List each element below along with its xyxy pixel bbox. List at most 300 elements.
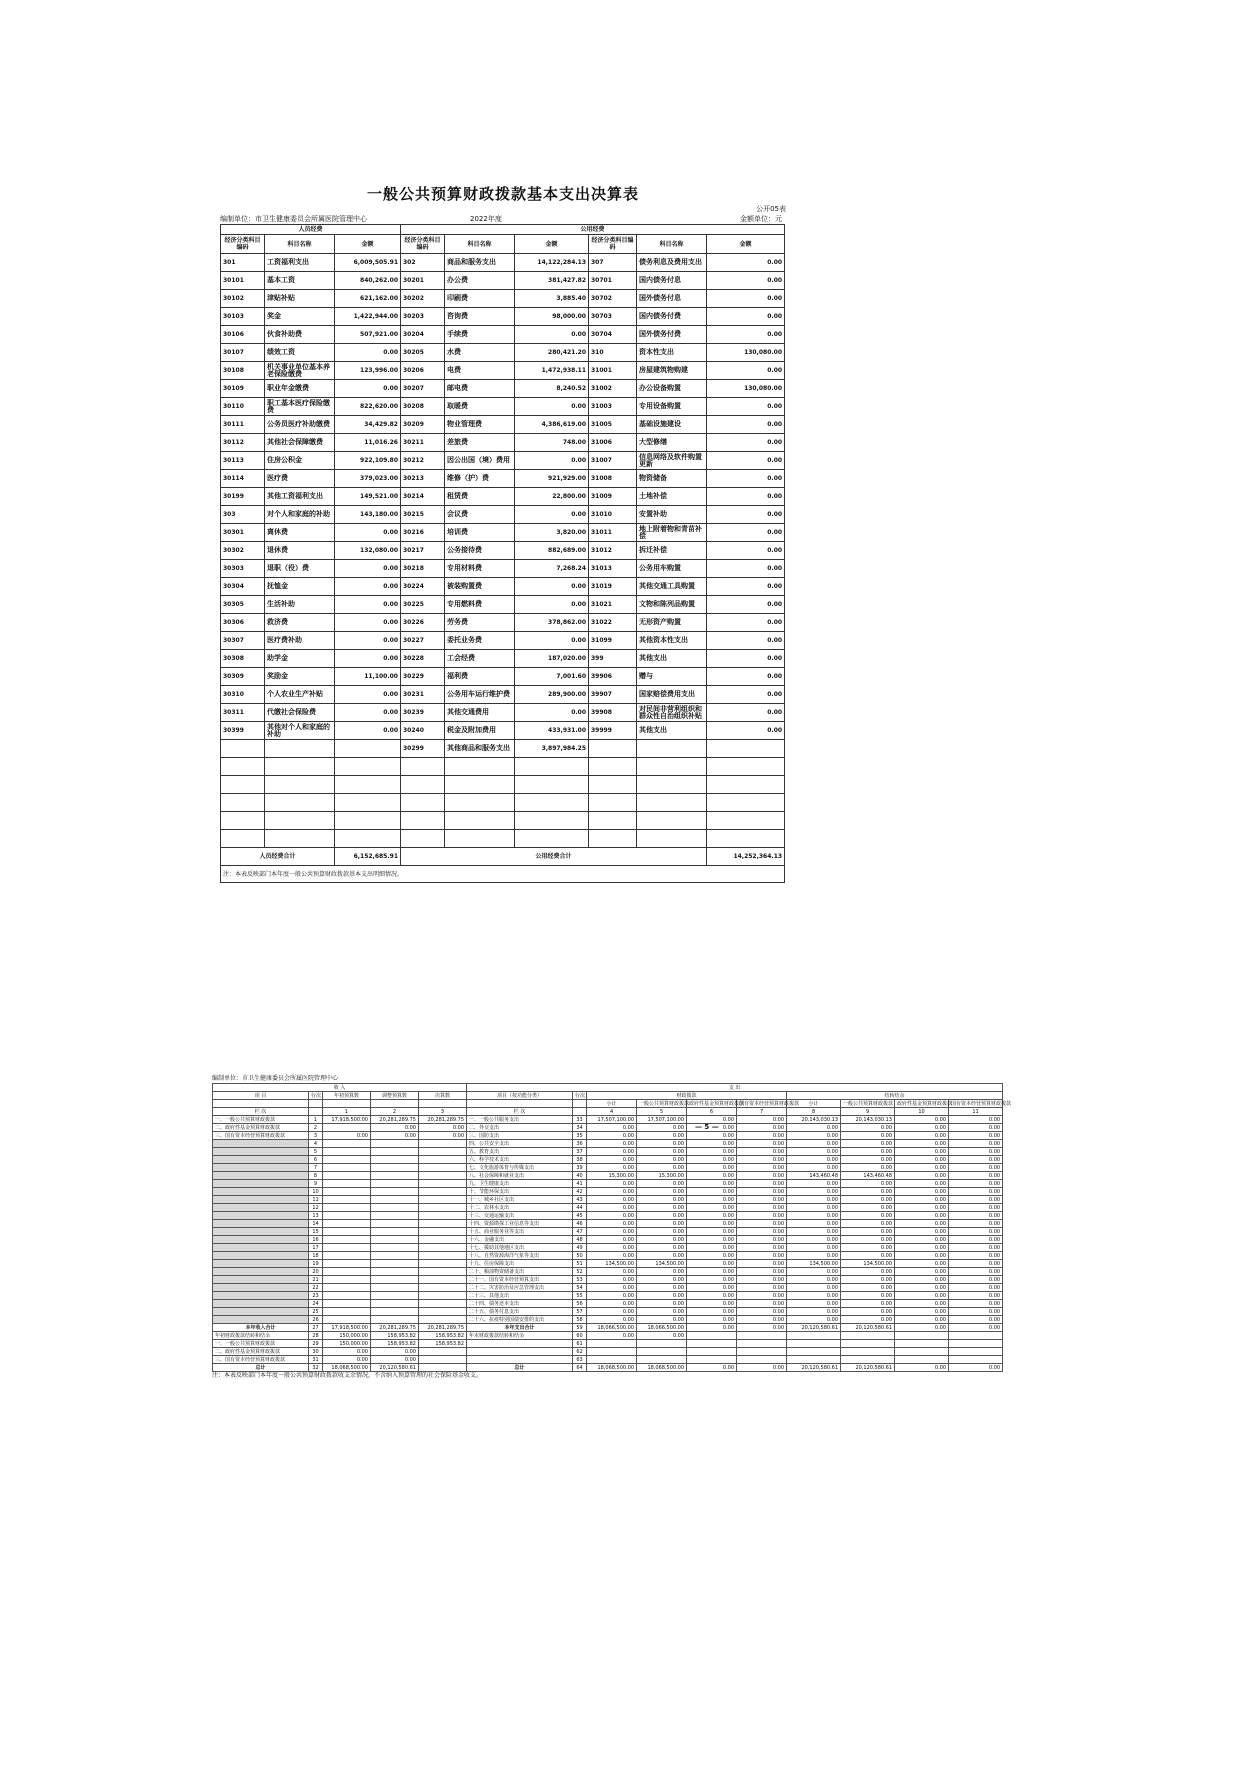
amount-cell [371, 1148, 419, 1156]
amount-cell: 0.00 [687, 1284, 737, 1292]
code-cell: 30214 [401, 488, 445, 506]
line-number-cell: 43 [573, 1196, 587, 1204]
amount-cell: 20,120,580.61 [841, 1324, 895, 1332]
amount-cell: 0.00 [737, 1132, 787, 1140]
column-header: 金额 [515, 235, 589, 254]
table-row [221, 560, 785, 578]
table-row [221, 362, 785, 380]
name-cell: 土地补偿 [637, 488, 707, 506]
item-cell [213, 1204, 309, 1212]
name-cell [445, 812, 515, 830]
column-header: 金额 [707, 235, 785, 254]
amount-cell: 0.00 [637, 1228, 687, 1236]
amount-cell [949, 1340, 1003, 1348]
amount-cell: 0.00 [949, 1172, 1003, 1180]
name-cell [445, 758, 515, 776]
item-cell [213, 1244, 309, 1252]
code-cell: 30305 [221, 596, 265, 614]
code-cell: 30309 [221, 668, 265, 686]
amount-cell: 840,262.00 [335, 272, 401, 290]
unit-label-2: 编制单位：市卫生健康委员会所属医院管理中心 [212, 1075, 339, 1082]
amount-cell [737, 1332, 787, 1340]
table-row [213, 1228, 1003, 1236]
amount-cell [335, 740, 401, 758]
column-header: 金额 [335, 235, 401, 254]
table-row [213, 1348, 1003, 1356]
name-cell: 退职（役）费 [265, 560, 335, 578]
total-row [221, 848, 785, 866]
amount-cell: 0.00 [707, 254, 785, 272]
amount-cell [895, 1356, 949, 1364]
table-row [221, 524, 785, 542]
amount-cell: 0.00 [637, 1212, 687, 1220]
amount-cell: 132,080.00 [335, 542, 401, 560]
amount-cell [419, 1292, 467, 1300]
code-cell: 30203 [401, 308, 445, 326]
column-header: 小计 [587, 1100, 637, 1108]
amount-cell: 0.00 [637, 1148, 687, 1156]
code-cell: 30227 [401, 632, 445, 650]
amount-cell: 0.00 [637, 1276, 687, 1284]
amount-cell [737, 1348, 787, 1356]
amount-cell: 0.00 [687, 1268, 737, 1276]
item-cell [213, 1316, 309, 1324]
amount-cell: 0.00 [707, 434, 785, 452]
code-cell: 39907 [589, 686, 637, 704]
column-index: 3 [419, 1108, 467, 1116]
amount-cell [323, 1236, 371, 1244]
amount-cell: 289,900.00 [515, 686, 589, 704]
amount-cell [323, 1156, 371, 1164]
amount-cell: 11,016.26 [335, 434, 401, 452]
line-number-cell: 22 [309, 1284, 323, 1292]
table-row [213, 1212, 1003, 1220]
code-cell: 30212 [401, 452, 445, 470]
amount-cell [419, 1148, 467, 1156]
name-cell: 大型修缮 [637, 434, 707, 452]
code-cell: 30199 [221, 488, 265, 506]
code-cell [401, 830, 445, 848]
amount-cell: 0.00 [637, 1188, 687, 1196]
table-row [221, 506, 785, 524]
amount-cell: 0.00 [707, 560, 785, 578]
code-cell: 30107 [221, 344, 265, 362]
name-cell: 地上附着物和青苗补偿 [637, 524, 707, 542]
name-cell: 委托业务费 [445, 632, 515, 650]
amount-cell: 0.00 [587, 1148, 637, 1156]
column-header: 行次 [573, 1092, 587, 1100]
column-header [323, 1100, 371, 1108]
name-cell: 其他商品和服务支出 [445, 740, 515, 758]
amount-cell: 0.00 [637, 1252, 687, 1260]
amount-cell: 187,020.00 [515, 650, 589, 668]
amount-cell: 381,427.82 [515, 272, 589, 290]
amount-cell: 0.00 [687, 1364, 737, 1372]
table-row [221, 614, 785, 632]
amount-cell: 0.00 [687, 1188, 737, 1196]
name-cell: 水费 [445, 344, 515, 362]
table-row [213, 1268, 1003, 1276]
amount-cell [841, 1340, 895, 1348]
amount-cell: 0.00 [323, 1132, 371, 1140]
line-number-cell: 53 [573, 1276, 587, 1284]
code-cell: 30206 [401, 362, 445, 380]
table-row [221, 794, 785, 812]
amount-cell [335, 812, 401, 830]
item-cell: 二、外交支出 [467, 1124, 573, 1132]
amount-cell: 20,281,289.75 [419, 1116, 467, 1124]
column-index: 11 [949, 1108, 1003, 1116]
code-cell: 31012 [589, 542, 637, 560]
amount-cell: 0.00 [949, 1260, 1003, 1268]
header-expense: 支 出 [467, 1084, 1003, 1092]
line-number-cell: 37 [573, 1148, 587, 1156]
amount-cell: 0.00 [687, 1148, 737, 1156]
line-number-cell: 34 [573, 1124, 587, 1132]
amount-cell: 0.00 [841, 1252, 895, 1260]
name-cell: 税金及附加费用 [445, 722, 515, 740]
amount-cell: 0.00 [895, 1148, 949, 1156]
amount-cell: 0.00 [687, 1300, 737, 1308]
column-index: 8 [787, 1108, 841, 1116]
line-number-cell: 61 [573, 1340, 587, 1348]
amount-cell: 0.00 [737, 1308, 787, 1316]
amount-cell: 18,068,500.00 [323, 1364, 371, 1372]
code-cell: 31001 [589, 362, 637, 380]
amount-cell: 0.00 [587, 1284, 637, 1292]
amount-cell: 0.00 [949, 1276, 1003, 1284]
amount-cell: 158,953.82 [419, 1332, 467, 1340]
amount-cell: 0.00 [707, 650, 785, 668]
amount-cell: 0.00 [949, 1204, 1003, 1212]
item-cell [213, 1188, 309, 1196]
item-cell: 二十五、债务付息支出 [467, 1308, 573, 1316]
item-cell [213, 1220, 309, 1228]
column-header [371, 1100, 419, 1108]
amount-cell: 0.00 [737, 1276, 787, 1284]
item-cell: 十六、金融支出 [467, 1236, 573, 1244]
line-number-cell: 54 [573, 1284, 587, 1292]
table-row [213, 1164, 1003, 1172]
amount-cell [841, 1356, 895, 1364]
amount-cell: 0.00 [949, 1124, 1003, 1132]
name-cell: 公务接待费 [445, 542, 515, 560]
amount-cell [515, 776, 589, 794]
name-cell: 拆迁补偿 [637, 542, 707, 560]
item-cell [213, 1172, 309, 1180]
code-cell: 30110 [221, 398, 265, 416]
amount-cell [371, 1268, 419, 1276]
amount-cell [419, 1356, 467, 1364]
amount-cell: 0.00 [841, 1244, 895, 1252]
amount-cell: 0.00 [707, 488, 785, 506]
line-number-cell: 64 [573, 1364, 587, 1372]
amount-cell: 4,386,619.00 [515, 416, 589, 434]
amount-cell: 0.00 [637, 1308, 687, 1316]
expenditure-table [220, 224, 785, 883]
column-header [573, 1100, 587, 1108]
column-header [419, 1100, 467, 1108]
name-cell: 其他工资福利支出 [265, 488, 335, 506]
code-cell: 30106 [221, 326, 265, 344]
sub-header-carryover: 结转结余 [787, 1092, 1003, 1100]
amount-cell: 0.00 [371, 1132, 419, 1140]
column-index: 9 [841, 1108, 895, 1116]
table-row [213, 1140, 1003, 1148]
name-cell: 其他支出 [637, 722, 707, 740]
code-cell: 302 [401, 254, 445, 272]
name-cell: 生活补助 [265, 596, 335, 614]
item-cell: 一、一般公共服务支出 [467, 1116, 573, 1124]
name-cell [445, 794, 515, 812]
name-cell: 差旅费 [445, 434, 515, 452]
amount-cell [707, 740, 785, 758]
line-number-cell: 9 [309, 1180, 323, 1188]
name-cell: 其他对个人和家庭的补助 [265, 722, 335, 740]
amount-cell: 0.00 [737, 1324, 787, 1332]
amount-cell [371, 1236, 419, 1244]
amount-cell: 0.00 [841, 1148, 895, 1156]
amount-cell: 0.00 [737, 1220, 787, 1228]
item-cell [213, 1308, 309, 1316]
table-row [213, 1196, 1003, 1204]
name-cell [637, 740, 707, 758]
amount-cell [371, 1140, 419, 1148]
name-cell: 商品和服务支出 [445, 254, 515, 272]
amount-cell: 0.00 [841, 1132, 895, 1140]
name-cell: 物资储备 [637, 470, 707, 488]
line-number-cell: 8 [309, 1172, 323, 1180]
amount-cell: 0.00 [687, 1260, 737, 1268]
table-row [213, 1156, 1003, 1164]
line-number-cell: 42 [573, 1188, 587, 1196]
line-number-cell: 32 [309, 1364, 323, 1372]
amount-cell: 0.00 [637, 1236, 687, 1244]
name-cell: 个人农业生产补贴 [265, 686, 335, 704]
code-cell: 30303 [221, 560, 265, 578]
amount-cell: 0.00 [787, 1148, 841, 1156]
amount-cell [587, 1348, 637, 1356]
column-index: 1 [323, 1108, 371, 1116]
line-number-cell: 33 [573, 1116, 587, 1124]
name-cell: 工会经费 [445, 650, 515, 668]
amount-cell: 0.00 [737, 1172, 787, 1180]
amount-cell: 0.00 [707, 272, 785, 290]
code-cell: 310 [589, 344, 637, 362]
amount-cell: 0.00 [895, 1220, 949, 1228]
amount-cell: 0.00 [787, 1188, 841, 1196]
amount-cell: 0.00 [371, 1348, 419, 1356]
code-cell [589, 830, 637, 848]
amount-cell: 0.00 [335, 344, 401, 362]
code-cell: 30218 [401, 560, 445, 578]
amount-cell: 0.00 [587, 1220, 637, 1228]
amount-cell: 0.00 [335, 704, 401, 722]
amount-cell: 0.00 [949, 1300, 1003, 1308]
amount-cell: 507,921.00 [335, 326, 401, 344]
name-cell: 福利费 [445, 668, 515, 686]
code-cell [221, 740, 265, 758]
item-cell: 四、公共安全支出 [467, 1140, 573, 1148]
name-cell: 国内债务付费 [637, 308, 707, 326]
item-cell [213, 1212, 309, 1220]
amount-cell: 0.00 [687, 1180, 737, 1188]
item-cell [213, 1164, 309, 1172]
amount-cell: 18,066,500.00 [637, 1324, 687, 1332]
name-cell [265, 740, 335, 758]
amount-cell: 0.00 [737, 1364, 787, 1372]
amount-cell: 20,281,289.75 [419, 1324, 467, 1332]
amount-cell [419, 1220, 467, 1228]
amount-cell [371, 1284, 419, 1292]
amount-cell [323, 1252, 371, 1260]
amount-cell: 0.00 [587, 1204, 637, 1212]
code-cell: 31013 [589, 560, 637, 578]
amount-cell: 0.00 [637, 1292, 687, 1300]
code-cell: 31011 [589, 524, 637, 542]
column-header: 年初预算数 [323, 1092, 371, 1100]
code-cell: 30213 [401, 470, 445, 488]
amount-cell [637, 1348, 687, 1356]
amount-cell [323, 1204, 371, 1212]
code-cell: 31099 [589, 632, 637, 650]
amount-cell: 20,120,580.61 [787, 1324, 841, 1332]
amount-cell [323, 1164, 371, 1172]
name-cell: 基础设施建设 [637, 416, 707, 434]
name-cell [445, 776, 515, 794]
amount-cell [737, 1356, 787, 1364]
amount-cell: 0.00 [949, 1236, 1003, 1244]
amount-cell: 0.00 [949, 1316, 1003, 1324]
amount-cell: 158,953.82 [371, 1340, 419, 1348]
code-cell: 30108 [221, 362, 265, 380]
table-row [213, 1292, 1003, 1300]
code-cell: 30114 [221, 470, 265, 488]
amount-cell: 0.00 [707, 308, 785, 326]
amount-cell: 0.00 [335, 632, 401, 650]
document-title: 一般公共预算财政拨款基本支出决算表 [366, 185, 639, 203]
line-number-cell: 49 [573, 1244, 587, 1252]
code-cell: 31022 [589, 614, 637, 632]
amount-cell: 0.00 [687, 1116, 737, 1124]
code-cell: 399 [589, 650, 637, 668]
table-row [221, 578, 785, 596]
code-cell: 301 [221, 254, 265, 272]
table-row [221, 776, 785, 794]
amount-cell: 1,422,944.00 [335, 308, 401, 326]
amount-cell: 0.00 [335, 722, 401, 740]
amount-cell: 17,918,500.00 [323, 1324, 371, 1332]
column-index: 6 [687, 1108, 737, 1116]
amount-cell: 0.00 [841, 1140, 895, 1148]
amount-cell [841, 1332, 895, 1340]
column-header-row [213, 1100, 1003, 1108]
line-number-cell: 15 [309, 1228, 323, 1236]
code-cell: 30304 [221, 578, 265, 596]
table-row [221, 758, 785, 776]
name-cell [637, 776, 707, 794]
code-cell: 30101 [221, 272, 265, 290]
code-cell: 31021 [589, 596, 637, 614]
name-cell [445, 830, 515, 848]
amount-cell [419, 1260, 467, 1268]
column-header: 国有资本经营预算财政拨款 [949, 1100, 1003, 1108]
code-cell: 30306 [221, 614, 265, 632]
amount-cell [419, 1188, 467, 1196]
name-cell: 其他资本性支出 [637, 632, 707, 650]
amount-cell: 0.00 [323, 1356, 371, 1364]
amount-cell: 0.00 [737, 1252, 787, 1260]
amount-cell: 0.00 [895, 1228, 949, 1236]
amount-cell: 0.00 [737, 1164, 787, 1172]
item-cell [213, 1252, 309, 1260]
amount-cell: 0.00 [841, 1188, 895, 1196]
item-cell: 总计 [213, 1364, 309, 1372]
line-number-cell: 16 [309, 1236, 323, 1244]
line-number-cell: 26 [309, 1316, 323, 1324]
amount-cell: 0.00 [787, 1292, 841, 1300]
amount-cell: 143,460.48 [841, 1172, 895, 1180]
amount-cell: 0.00 [737, 1140, 787, 1148]
amount-cell [707, 758, 785, 776]
amount-cell: 0.00 [895, 1156, 949, 1164]
item-cell: 二十三、其他支出 [467, 1292, 573, 1300]
table-row [213, 1356, 1003, 1364]
amount-cell: 0.00 [787, 1140, 841, 1148]
name-cell: 机关事业单位基本养老保险缴费 [265, 362, 335, 380]
amount-cell: 0.00 [787, 1220, 841, 1228]
line-number-cell: 41 [573, 1180, 587, 1188]
name-cell: 手续费 [445, 326, 515, 344]
item-cell: 十四、资源勘探工业信息等支出 [467, 1220, 573, 1228]
amount-cell [787, 1340, 841, 1348]
amount-cell [419, 1196, 467, 1204]
amount-cell [323, 1268, 371, 1276]
amount-cell: 0.00 [895, 1180, 949, 1188]
amount-cell: 1,472,938.11 [515, 362, 589, 380]
amount-cell [687, 1332, 737, 1340]
line-number-cell: 63 [573, 1356, 587, 1364]
amount-cell: 3,897,984.25 [515, 740, 589, 758]
amount-cell [707, 830, 785, 848]
column-index-row [213, 1108, 1003, 1116]
amount-cell: 20,120,580.61 [841, 1364, 895, 1372]
code-cell: 30204 [401, 326, 445, 344]
name-cell: 赠与 [637, 668, 707, 686]
amount-cell: 0.00 [895, 1252, 949, 1260]
money-unit: 金额单位：元 [740, 215, 782, 223]
amount-cell: 0.00 [707, 578, 785, 596]
amount-cell [371, 1228, 419, 1236]
amount-cell: 7,001.60 [515, 668, 589, 686]
item-cell [213, 1260, 309, 1268]
amount-cell: 0.00 [687, 1172, 737, 1180]
line-number-cell: 45 [573, 1212, 587, 1220]
column-header: 经济分类科目编码 [221, 235, 265, 254]
item-cell [213, 1196, 309, 1204]
amount-cell: 0.00 [637, 1124, 687, 1132]
name-cell: 离休费 [265, 524, 335, 542]
code-cell: 303 [221, 506, 265, 524]
amount-cell: 0.00 [895, 1276, 949, 1284]
amount-cell: 0.00 [787, 1124, 841, 1132]
sub-header-fiscal: 财政拨款 [587, 1092, 787, 1100]
table-row [221, 380, 785, 398]
item-cell [213, 1276, 309, 1284]
table-row [213, 1220, 1003, 1228]
amount-cell: 0.00 [335, 578, 401, 596]
column-header: 一般公共预算财政拨款 [841, 1100, 895, 1108]
